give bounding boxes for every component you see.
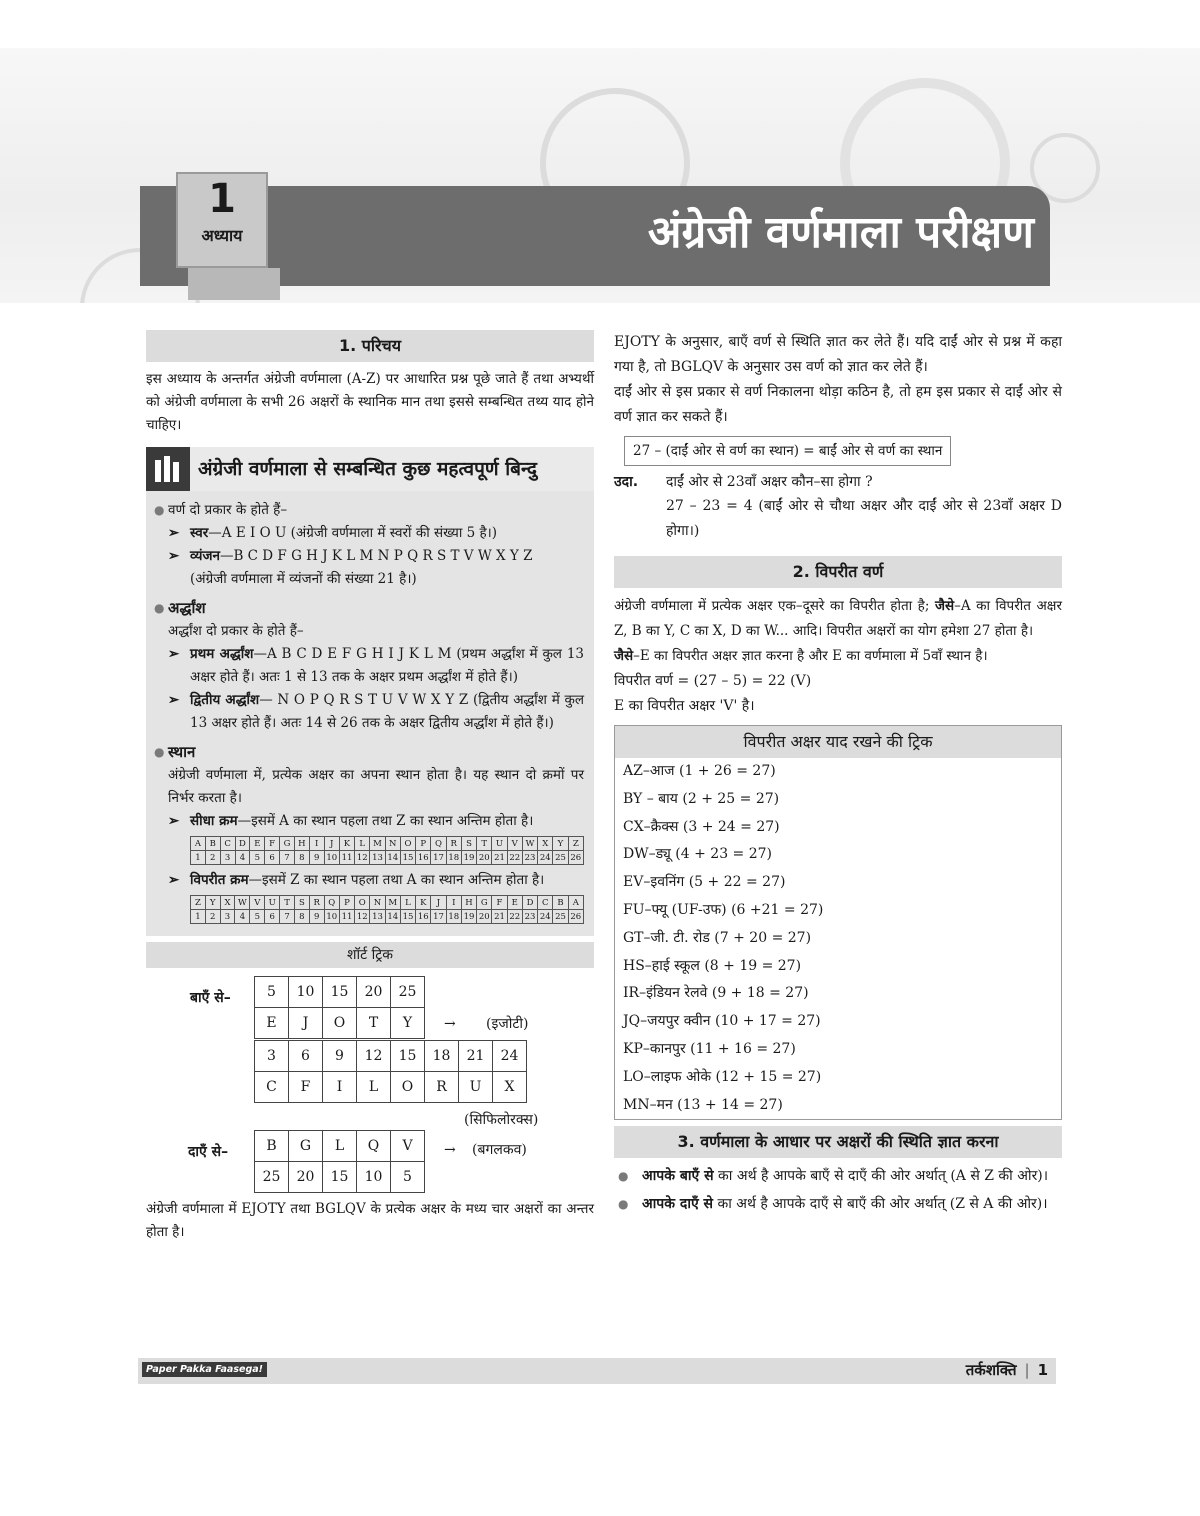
trick-number-cell: 15 — [323, 1162, 357, 1193]
bullet-icon: ● — [154, 503, 165, 517]
position-heading: स्थान — [168, 743, 196, 761]
trick-letter-cell: L — [323, 1131, 357, 1162]
position-cell: 1 — [191, 851, 206, 865]
list-item — [154, 522, 584, 545]
position-cell: 26 — [568, 851, 583, 865]
position-cell: 19 — [461, 910, 476, 924]
alphabet-cell: Y — [205, 896, 220, 910]
alphabet-cell: I — [446, 896, 461, 910]
alphabet-cell: N — [370, 896, 385, 910]
trick-letter-cell: F — [289, 1072, 323, 1103]
position-cell: 3 — [220, 910, 235, 924]
consonants-label: व्यंजन — [190, 548, 220, 564]
example-label: उदा. — [614, 474, 639, 490]
forward-label: सीधा क्रम — [190, 813, 238, 829]
trick-number-cell: 5 — [255, 977, 289, 1008]
position-cell: 6 — [265, 851, 280, 865]
left-column — [146, 330, 594, 1244]
trick-letter-cell: B — [255, 1131, 289, 1162]
from-left-label: बाएँ से– — [190, 990, 231, 1006]
footer-right — [966, 1360, 1048, 1380]
alphabet-cell: K — [416, 896, 431, 910]
opposite-pair-item: BY – बाय (2 + 25 = 27) — [623, 790, 780, 807]
trick-letter-cell: Y — [391, 1008, 425, 1039]
position-cell: 12 — [355, 910, 370, 924]
trick-letter-cell: I — [323, 1072, 357, 1103]
books-icon — [146, 447, 190, 491]
alphabet-cell: V — [507, 837, 522, 851]
opposite-pair-item: IR–इंडियन रेलवे (9 + 18 = 27) — [623, 985, 809, 1002]
bullet-icon: ● — [154, 745, 165, 759]
bullet-icon: ● — [618, 1197, 629, 1212]
opposite-text-4: E का विपरीत अक्षर 'V' है। — [614, 698, 755, 714]
key-points-header — [146, 447, 594, 491]
position-cell: 12 — [355, 851, 370, 865]
position-cell: 21 — [492, 910, 507, 924]
position-cell: 10 — [324, 910, 339, 924]
opposite-text-3: विपरीत वर्ण = (27 – 5) = 22 (V) — [614, 673, 812, 689]
ejoty-grid — [254, 976, 425, 1039]
bullet-icon: ● — [618, 1169, 629, 1184]
types-intro: वर्ण दो प्रकार के होते हैं– — [168, 502, 288, 518]
forward-text: —इसमें A का स्थान पहला तथा Z का स्थान अन्तिम होता है। — [237, 813, 534, 829]
position-cell: 3 — [220, 851, 235, 865]
position-cell: 8 — [294, 851, 309, 865]
from-left-term: आपके बाएँ से — [642, 1168, 714, 1185]
footer-bar — [138, 1358, 1056, 1384]
short-trick-heading: शॉर्ट ट्रिक — [146, 942, 594, 968]
position-cell: 14 — [385, 851, 400, 865]
trick-letter-cell: C — [255, 1072, 289, 1103]
alphabet-cell: P — [339, 896, 354, 910]
trick-number-cell: 10 — [289, 977, 323, 1008]
alphabet-cell: A — [568, 896, 583, 910]
trick-letter-cell: U — [459, 1072, 493, 1103]
opposite-pair-item: FU–फ्यू (UF-उफ) (6 +21 = 27) — [623, 901, 824, 918]
vowels-label: स्वर — [190, 525, 209, 541]
opposite-pair-item: HS–हाई स्कूल (8 + 19 = 27) — [623, 957, 802, 974]
alphabet-cell: F — [265, 837, 280, 851]
trick-letter-cell: O — [391, 1072, 425, 1103]
alphabet-cell: E — [250, 837, 265, 851]
list-item — [154, 597, 584, 620]
alphabet-cell: P — [416, 837, 431, 851]
trick-number-cell: 6 — [289, 1041, 323, 1072]
short-trick-area — [146, 968, 594, 1198]
trick-letter-cell: L — [357, 1072, 391, 1103]
position-section-heading: 3. वर्णमाला के आधार पर अक्षरों की स्थिति ज्ञात करना — [614, 1126, 1062, 1158]
trick-letter-cell: J — [289, 1008, 323, 1039]
arrow-bullet-icon: ➢ — [168, 646, 180, 662]
list-item — [154, 689, 584, 735]
alphabet-cell: F — [492, 896, 507, 910]
alphabet-cell: Z — [191, 896, 206, 910]
position-cell: 5 — [250, 851, 265, 865]
reverse-label: विपरीत क्रम — [190, 872, 249, 888]
bullet-icon: ● — [154, 601, 165, 615]
opposite-pair-item: JQ–जयपुर क्वीन (10 + 17 = 27) — [623, 1013, 821, 1030]
position-cell: 2 — [205, 910, 220, 924]
trick-number-cell: 18 — [425, 1041, 459, 1072]
position-cell: 24 — [538, 851, 553, 865]
position-cell: 16 — [416, 851, 431, 865]
alphabet-cell: I — [309, 837, 324, 851]
position-cell: 20 — [477, 910, 492, 924]
position-cell: 21 — [492, 851, 507, 865]
arrow-icon: → — [444, 1142, 456, 1158]
opposite-text-1b: –A का विपरीत अक्षर Z, B का Y, C का X, D का W... आदि। विपरीत अक्षरों का योग हमेशा 27 होता है। — [614, 598, 1062, 639]
example-label: जैसे — [934, 598, 955, 614]
position-cell: 15 — [400, 851, 415, 865]
alphabet-cell: K — [339, 837, 354, 851]
list-item — [154, 499, 584, 522]
alphabet-cell: O — [355, 896, 370, 910]
position-cell: 23 — [522, 851, 537, 865]
list-item — [154, 869, 584, 892]
trick-letter-cell: G — [289, 1131, 323, 1162]
opposite-pair-item: CX–क्रैक्स (3 + 24 = 27) — [623, 818, 780, 835]
alphabet-cell: U — [265, 896, 280, 910]
position-cell: 22 — [507, 910, 522, 924]
position-cell: 9 — [309, 851, 324, 865]
opposite-trick-box — [614, 725, 1062, 1120]
cfilorux-grid — [254, 1040, 527, 1103]
trick-number-cell: 12 — [357, 1041, 391, 1072]
opposite-text-2 — [614, 644, 1062, 669]
publisher-logo: Paper Pakka Faasega! — [142, 1362, 267, 1377]
example-question: दाईं ओर से 23वाँ अक्षर कौन–सा होगा ? — [666, 474, 873, 490]
list-item — [154, 545, 584, 591]
intro-text: इस अध्याय के अन्तर्गत अंग्रेजी वर्णमाला (A-Z) पर आधारित प्रश्न पूछे जाते हैं तथा अभ्यर्थी को अंग्रेजी वर्णमाला के सभी 26 अक्षरों के स्थानिक मान तथा इससे सम्बन्धित तथ्य याद होने चाहिए। — [146, 371, 594, 433]
page-number: 1 — [1037, 1361, 1048, 1379]
trick-letter-cell: Q — [357, 1131, 391, 1162]
position-cell: 25 — [553, 910, 568, 924]
position-cell: 18 — [446, 851, 461, 865]
alphabet-cell: Z — [568, 837, 583, 851]
position-cell: 17 — [431, 910, 446, 924]
alphabet-cell: W — [522, 837, 537, 851]
alphabet-cell: W — [235, 896, 250, 910]
position-cell: 9 — [309, 910, 324, 924]
ejoty-word: (इजोटी) — [486, 1016, 529, 1032]
opposite-trick-heading: विपरीत अक्षर याद रखने की ट्रिक — [615, 726, 1061, 758]
list-item — [614, 1192, 1062, 1216]
arrow-bullet-icon: ➢ — [168, 872, 180, 888]
footer-separator: | — [1024, 1361, 1030, 1379]
trick-number-cell: 10 — [357, 1162, 391, 1193]
alphabet-cell: J — [324, 837, 339, 851]
trick-number-cell: 3 — [255, 1041, 289, 1072]
halves-heading: अर्द्धांश — [168, 599, 206, 617]
chapter-title: अंग्रेजी वर्णमाला परीक्षण — [647, 207, 1034, 258]
position-cell: 5 — [250, 910, 265, 924]
alphabet-cell: L — [400, 896, 415, 910]
trick-letter-cell: E — [255, 1008, 289, 1039]
trick-number-cell: 15 — [391, 1041, 425, 1072]
alphabet-cell: Y — [553, 837, 568, 851]
position-cell: 24 — [538, 910, 553, 924]
alphabet-cell: R — [446, 837, 461, 851]
alphabet-cell: X — [220, 896, 235, 910]
opposite-text-2b: –E का विपरीत अक्षर ज्ञात करना है और E का वर्णमाला में 5वाँ स्थान है। — [633, 648, 988, 664]
ejoty-explanation: EJOTY के अनुसार, बाएँ वर्ण से स्थिति ज्ञात कर लेते हैं। यदि दाईं ओर से प्रश्न में कहा गया है, तो BGLQV के अनुसार उस वर्ण को ज्ञात कर लेते हैं। — [614, 334, 1062, 375]
right-column — [614, 330, 1062, 1216]
alphabet-cell: G — [280, 837, 295, 851]
alphabet-cell: T — [280, 896, 295, 910]
position-cell: 17 — [431, 851, 446, 865]
position-cell: 11 — [339, 851, 354, 865]
list-item — [154, 741, 584, 764]
alphabet-cell: S — [461, 837, 476, 851]
alphabet-cell: V — [250, 896, 265, 910]
subject-name: तर्कशक्ति — [965, 1361, 1017, 1379]
trick-letter-cell: V — [391, 1131, 425, 1162]
position-cell: 4 — [235, 910, 250, 924]
bglqv-word: (बगलकव) — [472, 1142, 527, 1158]
trick-letter-cell: R — [425, 1072, 459, 1103]
arrow-bullet-icon: ➢ — [168, 525, 180, 541]
trick-number-cell: 9 — [323, 1041, 357, 1072]
alphabet-cell: R — [309, 896, 324, 910]
example-label: जैसे — [614, 648, 634, 664]
position-cell: 11 — [339, 910, 354, 924]
arrow-bullet-icon: ➢ — [168, 548, 180, 564]
first-half-label: प्रथम अर्द्धांश — [190, 646, 254, 662]
arrow-icon: → — [444, 1016, 456, 1032]
position-cell: 8 — [294, 910, 309, 924]
cfilorux-word: (सिफिलोरक्स) — [464, 1112, 539, 1128]
position-formula: 27 – (दाईं ओर से वर्ण का स्थान) = बाईं ओर से वर्ण का स्थान — [624, 436, 951, 466]
opposite-text-1 — [614, 594, 1062, 644]
trick-number-cell: 21 — [459, 1041, 493, 1072]
bglqv-grid — [254, 1130, 425, 1193]
alphabet-cell: H — [294, 837, 309, 851]
trick-letter-cell: T — [357, 1008, 391, 1039]
list-item — [154, 643, 584, 689]
alphabet-cell: B — [553, 896, 568, 910]
opposite-heading: 2. विपरीत वर्ण — [614, 556, 1062, 588]
second-half-text: — N O P Q R S T U V W X Y Z (द्वितीय अर्द्धांश में कुल 13 अक्षर होते हैं। अतः 14 से 26 तक के अक्षर द्वितीय अर्द्धांश में होते हैं।) — [190, 692, 584, 731]
halves-intro: अर्द्धांश दो प्रकार के होते हैं– — [168, 623, 304, 639]
position-cell: 14 — [385, 910, 400, 924]
example-answer: 27 – 23 = 4 (बाईं ओर से चौथा अक्षर और दाईं ओर से 23वाँ अक्षर D होगा।) — [666, 498, 1062, 539]
alphabet-cell: C — [538, 896, 553, 910]
trick-number-cell: 25 — [255, 1162, 289, 1193]
position-cell: 2 — [205, 851, 220, 865]
from-right-label: दाएँ से– — [188, 1144, 229, 1160]
key-points-box — [146, 491, 594, 936]
alphabet-cell: J — [431, 896, 446, 910]
alphabet-cell: M — [370, 837, 385, 851]
opposite-pair-item: MN–मन (13 + 14 = 27) — [623, 1096, 783, 1113]
position-text: अंग्रेजी वर्णमाला में, प्रत्येक अक्षर का अपना स्थान होता है। यह स्थान दो क्रमों पर निर्भर करता है। — [168, 767, 584, 806]
opposite-text-1a: अंग्रेजी वर्णमाला में प्रत्येक अक्षर एक–दूसरे का विपरीत होता है; — [614, 598, 930, 614]
list-item — [614, 1164, 1062, 1188]
position-cell: 25 — [553, 851, 568, 865]
alphabet-cell: T — [477, 837, 492, 851]
trick-number-cell: 24 — [493, 1041, 527, 1072]
chapter-number: 1 — [208, 176, 236, 222]
trick-number-cell: 20 — [289, 1162, 323, 1193]
opposite-pair-item: DW–ड्यू (4 + 23 = 27) — [623, 846, 773, 863]
alphabet-cell: S — [294, 896, 309, 910]
alphabet-cell: H — [461, 896, 476, 910]
alphabet-cell: U — [492, 837, 507, 851]
second-half-label: द्वितीय अर्द्धांश — [190, 692, 260, 708]
trick-number-cell: 25 — [391, 977, 425, 1008]
consonants-note: (अंग्रेजी वर्णमाला में व्यंजनों की संख्या 21 है।) — [190, 571, 417, 587]
position-cell: 13 — [370, 851, 385, 865]
list-item — [154, 810, 584, 833]
alphabet-cell: B — [205, 837, 220, 851]
position-cell: 18 — [446, 910, 461, 924]
first-half-text: —A B C D E F G H I J K L M (प्रथम अर्द्धांश में कुल 13 अक्षर होते हैं। अतः 1 से 13 तक के अक्षर प्रथम अर्द्धांश में होते हैं।) — [190, 646, 585, 685]
alphabet-cell: O — [400, 837, 415, 851]
arrow-bullet-icon: ➢ — [168, 813, 180, 829]
opposite-pair-item: EV–इवनिंग (5 + 22 = 27) — [623, 874, 786, 891]
position-cell: 20 — [477, 851, 492, 865]
chapter-number-box — [176, 172, 268, 268]
short-trick-note: अंग्रेजी वर्णमाला में EJOTY तथा BGLQV के प्रत्येक अक्षर के मध्य चार अक्षरों का अन्तर होता है। — [146, 1201, 594, 1240]
vowels-text: —A E I O U (अंग्रेजी वर्णमाला में स्वरों की संख्या 5 है।) — [208, 525, 498, 541]
position-cell: 7 — [280, 851, 295, 865]
alphabet-cell: M — [385, 896, 400, 910]
position-cell: 26 — [568, 910, 583, 924]
alphabet-cell: N — [385, 837, 400, 851]
alphabet-cell: E — [507, 896, 522, 910]
alphabet-cell: A — [191, 837, 206, 851]
alphabet-cell: D — [522, 896, 537, 910]
opposite-pairs-list — [615, 758, 1061, 1119]
trick-number-cell: 5 — [391, 1162, 425, 1193]
position-cell: 4 — [235, 851, 250, 865]
chapter-box-shadow — [188, 268, 280, 300]
example-row — [614, 470, 1062, 494]
position-cell: 7 — [280, 910, 295, 924]
reverse-text: —इसमें Z का स्थान पहला तथा A का स्थान अन्तिम होता है। — [248, 872, 545, 888]
position-cell: 23 — [522, 910, 537, 924]
alphabet-cell: Q — [431, 837, 446, 851]
position-cell: 10 — [324, 851, 339, 865]
opposite-pair-item: KP–कानपुर (11 + 16 = 27) — [623, 1040, 796, 1057]
position-cell: 1 — [191, 910, 206, 924]
alphabet-cell: D — [235, 837, 250, 851]
alphabet-cell: G — [477, 896, 492, 910]
trick-letter-cell: O — [323, 1008, 357, 1039]
arrow-bullet-icon: ➢ — [168, 692, 180, 708]
trick-letter-cell: X — [493, 1072, 527, 1103]
alphabet-cell: C — [220, 837, 235, 851]
right-method-text: दाईं ओर से इस प्रकार से वर्ण निकालना थोड़ा कठिन है, तो हम इस प्रकार से दाईं ओर से वर्ण ज्ञात कर सकते हैं। — [614, 384, 1062, 425]
opposite-pair-item: LO–लाइफ ओके (12 + 15 = 27) — [623, 1068, 822, 1085]
reverse-alphabet-table — [190, 895, 584, 924]
key-points-title: अंग्रेजी वर्णमाला से सम्बन्धित कुछ महत्वपूर्ण बिन्दु — [198, 458, 537, 480]
position-cell: 22 — [507, 851, 522, 865]
alphabet-cell: X — [538, 837, 553, 851]
alphabet-cell: Q — [324, 896, 339, 910]
from-right-definition: का अर्थ है आपके दाएँ से बाएँ की ओर अर्थात् (Z से A की ओर)। — [713, 1196, 1048, 1213]
from-right-term: आपके दाएँ से — [642, 1196, 714, 1213]
trick-number-cell: 15 — [323, 977, 357, 1008]
position-cell: 6 — [265, 910, 280, 924]
position-cell: 16 — [416, 910, 431, 924]
position-cell: 13 — [370, 910, 385, 924]
intro-heading: 1. परिचय — [146, 330, 594, 362]
opposite-pair-item: AZ–आज (1 + 26 = 27) — [623, 763, 776, 779]
consonants-text: —B C D F G H J K L M N P Q R S T V W X Y Z — [219, 548, 533, 564]
position-cell: 19 — [461, 851, 476, 865]
trick-number-cell: 20 — [357, 977, 391, 1008]
alphabet-cell: L — [355, 837, 370, 851]
chapter-label: अध्याय — [201, 226, 243, 245]
forward-alphabet-table — [190, 836, 584, 865]
position-cell: 15 — [400, 910, 415, 924]
from-left-definition: का अर्थ है आपके बाएँ से दाएँ की ओर अर्थात् (A से Z की ओर)। — [713, 1168, 1049, 1185]
opposite-pair-item: GT–जी. टी. रोड (7 + 20 = 27) — [623, 929, 812, 946]
